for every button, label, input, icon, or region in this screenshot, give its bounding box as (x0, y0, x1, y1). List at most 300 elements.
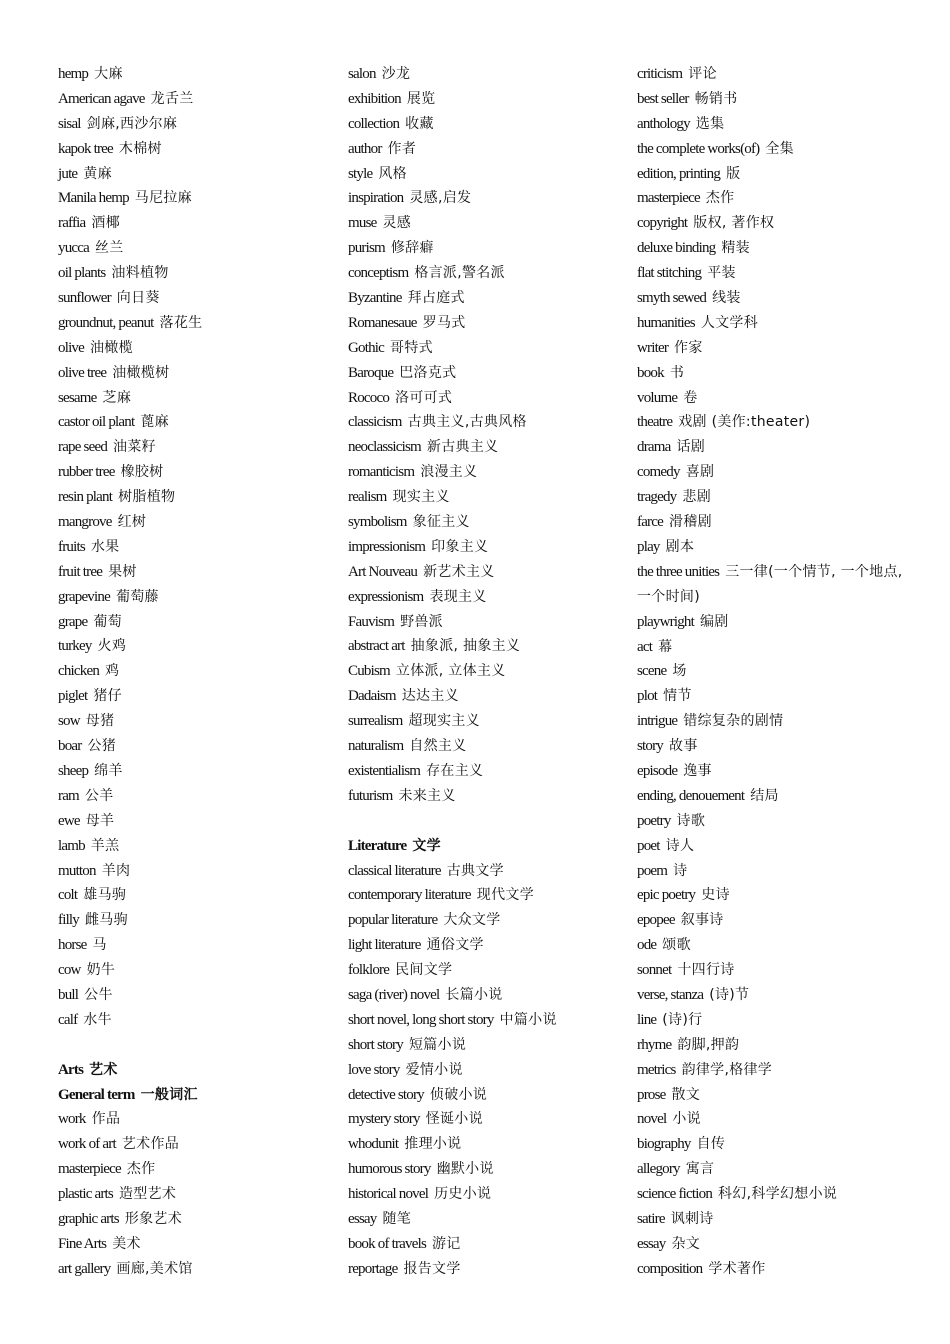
vocab-entry (348, 1083, 618, 1108)
chinese-translation: 蓖麻 (140, 414, 169, 431)
vocab-entry (58, 485, 328, 510)
chinese-translation: 杰作 (126, 1161, 156, 1178)
english-term: deluxe binding (637, 240, 716, 257)
vocab-entry (348, 435, 618, 460)
chinese-translation: 幕 (658, 638, 673, 655)
vocab-entry (348, 1182, 618, 1207)
chinese-translation: 选集 (695, 115, 725, 132)
english-term: castor oil plant (58, 414, 135, 431)
chinese-translation: 叙事诗 (680, 912, 724, 929)
vocab-entry (58, 62, 328, 87)
english-term: resin plant (58, 489, 113, 506)
english-term: Baroque (348, 364, 394, 381)
english-term: play (637, 538, 660, 555)
vocab-entry (637, 834, 907, 859)
vocab-entry (637, 87, 907, 112)
english-term: impressionism (348, 538, 426, 555)
english-term: Romanesaue (348, 314, 417, 331)
chinese-translation: 马尼拉麻 (134, 190, 192, 207)
vocab-entry (58, 460, 328, 485)
vocab-entry (637, 460, 907, 485)
chinese-translation: 艺术作品 (121, 1136, 180, 1153)
chinese-translation: (诗)节 (709, 986, 750, 1003)
english-term: salon (348, 66, 376, 82)
english-term: essay (637, 1235, 666, 1252)
vocab-entry (348, 709, 618, 734)
chinese-translation: 戏剧 (美作:theater) (678, 414, 811, 431)
chinese-translation: 油菜籽 (113, 439, 156, 456)
vocab-entry (58, 659, 328, 684)
vocab-entry (58, 709, 328, 734)
vocab-entry (348, 759, 618, 784)
english-term: jute (58, 165, 78, 182)
english-term: horse (58, 937, 87, 954)
chinese-translation: 现实主义 (392, 489, 450, 506)
vocab-entry (637, 286, 907, 311)
chinese-translation: 古典主义,古典风格 (407, 414, 527, 431)
english-term: ewe (58, 812, 80, 829)
english-term: drama (637, 439, 671, 456)
english-term: prose (637, 1086, 666, 1103)
english-term: neoclassicism (348, 439, 421, 456)
vocab-entry (637, 809, 907, 834)
english-term: rhyme (637, 1036, 672, 1053)
chinese-translation: 艺术 (89, 1061, 118, 1078)
english-term: muse (348, 215, 377, 232)
chinese-translation: 文学 (412, 837, 441, 854)
english-term: grape (58, 613, 88, 630)
chinese-translation: 母羊 (85, 812, 115, 829)
chinese-translation: 作品 (91, 1111, 121, 1128)
english-term: fruit tree (58, 563, 103, 580)
vocab-entry (637, 236, 907, 261)
chinese-translation: 母猪 (85, 713, 115, 730)
vocab-entry (348, 261, 618, 286)
english-term: rape seed (58, 439, 108, 456)
chinese-translation: 象征主义 (412, 514, 470, 531)
chinese-translation: 丝兰 (94, 240, 124, 257)
chinese-translation: 画廊,美术馆 (116, 1260, 193, 1277)
english-term: masterpiece (637, 190, 700, 207)
vocab-entry (348, 859, 618, 884)
chinese-translation: 美术 (112, 1235, 141, 1252)
english-term: biography (637, 1136, 691, 1153)
vocab-entry (58, 162, 328, 187)
english-term: ode (637, 937, 657, 954)
vocab-entry (637, 958, 907, 983)
chinese-translation: 评论 (688, 66, 717, 82)
chinese-translation: 拜占庭式 (407, 290, 465, 307)
vocab-entry (637, 361, 907, 386)
english-term: episode (637, 762, 678, 779)
vocab-entry (348, 336, 618, 361)
vocab-entry (58, 386, 328, 411)
vocab-entry (348, 684, 618, 709)
vocab-entry (58, 510, 328, 535)
vocab-entry (58, 809, 328, 834)
english-term: grapevine (58, 588, 110, 605)
chinese-translation: 未来主义 (398, 787, 456, 804)
vocab-entry (348, 1157, 618, 1182)
chinese-translation: 编剧 (700, 613, 729, 630)
english-term: boar (58, 738, 82, 755)
chinese-translation: 大众文学 (443, 912, 501, 929)
english-term: Fine Arts (58, 1235, 107, 1252)
english-term: calf (58, 1011, 78, 1028)
chinese-translation: 哥特式 (390, 339, 433, 356)
chinese-translation: 野兽派 (400, 613, 443, 630)
english-term: contemporary literature (348, 887, 471, 904)
chinese-translation: 诗 (673, 862, 688, 879)
chinese-translation: 黄麻 (83, 165, 112, 182)
chinese-translation: 作者 (387, 140, 417, 157)
chinese-translation: 故事 (669, 738, 698, 755)
english-term: volume (637, 389, 678, 406)
vocab-entry (58, 137, 328, 162)
english-term: surrealism (348, 713, 403, 730)
vocab-entry (58, 1257, 328, 1282)
english-term: love story (348, 1061, 400, 1078)
vocab-entry (348, 1232, 618, 1257)
vocab-entry (58, 1008, 328, 1033)
vocab-entry (348, 933, 618, 958)
vocab-entry (348, 510, 618, 535)
chinese-translation: 幽默小说 (436, 1161, 494, 1178)
vocab-entry (348, 361, 618, 386)
english-term: essay (348, 1210, 377, 1227)
vocab-entry (637, 883, 907, 908)
english-term: smyth sewed (637, 290, 707, 307)
vocab-entry (58, 560, 328, 585)
english-term: Art Nouveau (348, 563, 418, 580)
chinese-translation: 颂歌 (662, 937, 691, 954)
chinese-translation: 悲剧 (682, 489, 711, 506)
vocab-entry (637, 311, 907, 336)
english-term: General term (58, 1086, 135, 1103)
vocab-entry (348, 1058, 618, 1083)
chinese-translation: 推理小说 (404, 1136, 462, 1153)
vocab-entry (58, 759, 328, 784)
chinese-translation: 韵律学,格律学 (681, 1061, 773, 1078)
english-term: masterpiece (58, 1161, 121, 1178)
chinese-translation: 历史小说 (434, 1186, 492, 1203)
english-term: epic poetry (637, 887, 696, 904)
english-term: naturalism (348, 738, 404, 755)
vocab-entry (58, 734, 328, 759)
chinese-translation: 酒椰 (91, 215, 121, 232)
chinese-translation: 火鸡 (97, 638, 127, 655)
vocab-entry (637, 759, 907, 784)
chinese-translation: 短篇小说 (408, 1036, 467, 1053)
chinese-translation: 立体派, 立体主义 (395, 663, 506, 680)
vocab-entry (348, 585, 618, 610)
chinese-translation: 葡萄藤 (115, 588, 159, 605)
english-term: Rococo (348, 389, 390, 406)
vocab-entry (348, 137, 618, 162)
chinese-translation: 书 (669, 364, 685, 381)
english-term: historical novel (348, 1186, 429, 1203)
chinese-translation: (诗)行 (662, 1011, 703, 1028)
chinese-translation: 奶牛 (86, 962, 116, 979)
vocab-entry (637, 610, 907, 635)
chinese-translation: 诗人 (665, 837, 695, 854)
chinese-translation: 油橄榄树 (112, 364, 170, 381)
english-term: expressionism (348, 588, 424, 605)
chinese-translation: 抽象派, 抽象主义 (410, 638, 521, 655)
english-term: exhibition (348, 90, 401, 107)
english-term: short novel, long short story (348, 1011, 494, 1028)
chinese-translation: 滑稽剧 (668, 514, 712, 531)
vocab-entry (58, 211, 328, 236)
vocab-entry (348, 1132, 618, 1157)
english-term: comedy (637, 464, 680, 481)
chinese-translation: 怪诞小说 (425, 1111, 483, 1128)
chinese-translation: 橡胶树 (120, 464, 164, 481)
vocab-entry (348, 1207, 618, 1232)
english-term: copyright (637, 215, 688, 232)
vocab-entry (58, 87, 328, 112)
vocab-entry (58, 236, 328, 261)
vocab-entry (637, 933, 907, 958)
vocab-entry (58, 784, 328, 809)
chinese-translation: 雌马驹 (85, 912, 128, 929)
vocab-entry (348, 485, 618, 510)
vocab-entry (637, 1107, 907, 1132)
chinese-translation: 格言派,警名派 (414, 265, 505, 282)
vocab-entry (58, 1232, 328, 1257)
section-heading (348, 834, 618, 859)
english-term: work (58, 1111, 86, 1128)
chinese-translation: 形象艺术 (124, 1210, 182, 1227)
vocab-entry (58, 908, 328, 933)
english-term: theatre (637, 414, 673, 431)
chinese-translation: 马 (92, 937, 107, 954)
english-term: ending, denouement (637, 787, 745, 804)
english-term: composition (637, 1260, 703, 1277)
vocab-entry (637, 1033, 907, 1058)
english-term: mutton (58, 862, 96, 879)
english-term: inspiration (348, 190, 404, 207)
chinese-translation: 一般词汇 (140, 1086, 198, 1103)
chinese-translation: 浪漫主义 (420, 464, 478, 481)
chinese-translation: 全集 (765, 140, 794, 157)
english-term: Manila hemp (58, 190, 129, 207)
vocab-entry (348, 1033, 618, 1058)
chinese-translation: 大麻 (94, 66, 123, 82)
english-term: saga (river) novel (348, 986, 440, 1003)
vocab-entry (58, 1132, 328, 1157)
vocab-entry (348, 410, 618, 435)
vocab-entry (348, 659, 618, 684)
english-term: tragedy (637, 489, 677, 506)
chinese-translation: 水果 (90, 538, 120, 555)
section-spacer (58, 1033, 328, 1058)
chinese-translation: 表现主义 (429, 588, 487, 605)
vocab-entry (348, 883, 618, 908)
vocab-entry (348, 734, 618, 759)
english-term: Gothic (348, 339, 385, 356)
english-term: Cubism (348, 663, 390, 680)
vocab-entry (58, 336, 328, 361)
section-heading (58, 1083, 328, 1108)
vocab-entry (58, 286, 328, 311)
vocab-entry (637, 635, 907, 660)
english-term: farce (637, 514, 663, 531)
english-term: cow (58, 962, 81, 979)
chinese-translation: 公羊 (84, 787, 114, 804)
vocab-entry (637, 684, 907, 709)
chinese-translation: 修辞癖 (390, 240, 434, 257)
chinese-translation: 平装 (707, 265, 736, 282)
chinese-translation: 存在主义 (426, 762, 484, 779)
chinese-translation: 风格 (378, 165, 407, 182)
chinese-translation: 超现实主义 (408, 713, 480, 730)
vocab-entry (348, 1107, 618, 1132)
chinese-translation: 展览 (406, 90, 436, 107)
english-term: writer (637, 339, 669, 356)
english-term: graphic arts (58, 1210, 119, 1227)
english-term: turkey (58, 638, 92, 655)
vocab-entry (637, 1058, 907, 1083)
vocab-entry (348, 236, 618, 261)
chinese-translation: 羊羔 (90, 837, 120, 854)
english-term: verse, stanza (637, 986, 704, 1003)
vocab-entry (637, 112, 907, 137)
vocab-entry (58, 933, 328, 958)
chinese-translation: 杂文 (671, 1235, 701, 1252)
chinese-translation: 收藏 (405, 115, 434, 132)
vocab-entry (637, 1008, 907, 1033)
english-term: plastic arts (58, 1186, 113, 1203)
english-term: chicken (58, 663, 100, 680)
english-term: humorous story (348, 1161, 431, 1178)
vocab-entry (348, 211, 618, 236)
chinese-translation: 寓言 (685, 1161, 715, 1178)
chinese-translation: 长篇小说 (445, 986, 503, 1003)
vocab-entry (637, 908, 907, 933)
vocab-entry (58, 684, 328, 709)
chinese-translation: 沙龙 (381, 66, 411, 82)
vocab-entry (637, 485, 907, 510)
english-term: classical literature (348, 862, 441, 879)
english-term: yucca (58, 240, 89, 257)
chinese-translation: 果树 (108, 563, 137, 580)
chinese-translation: 精装 (721, 240, 750, 257)
english-term: symbolism (348, 514, 407, 531)
chinese-translation: 侦破小说 (429, 1086, 488, 1103)
vocab-entry (348, 112, 618, 137)
vocab-entry (348, 286, 618, 311)
vocab-entry (637, 659, 907, 684)
chinese-translation: 情节 (663, 688, 692, 705)
english-term: purism (348, 240, 385, 257)
english-term: raffia (58, 215, 86, 232)
vocab-entry (58, 410, 328, 435)
vocab-entry (348, 186, 618, 211)
vocab-entry (637, 435, 907, 460)
english-term: novel (637, 1111, 667, 1128)
vocab-entry (637, 1157, 907, 1182)
chinese-translation: 古典文学 (446, 862, 504, 879)
chinese-translation: 水牛 (83, 1011, 112, 1028)
chinese-translation: 公牛 (84, 986, 113, 1003)
english-term: olive tree (58, 364, 107, 381)
vocab-entry (637, 336, 907, 361)
english-term: sisal (58, 115, 81, 132)
vocab-entry (637, 1182, 907, 1207)
chinese-translation: 版权, 著作权 (693, 215, 775, 232)
english-term: playwright (637, 613, 694, 630)
english-term: American agave (58, 90, 145, 107)
english-term: filly (58, 912, 79, 929)
vocab-entry (348, 1008, 618, 1033)
chinese-translation: 剧本 (665, 538, 695, 555)
vocab-entry (348, 634, 618, 659)
chinese-translation: 逸事 (683, 762, 712, 779)
vocab-entry (348, 1257, 618, 1282)
section-heading (58, 1058, 328, 1083)
english-term: sonnet (637, 962, 672, 979)
chinese-translation: 洛可可式 (395, 389, 453, 406)
english-term: futurism (348, 787, 393, 804)
english-term: anthology (637, 115, 690, 132)
chinese-translation: 木棉树 (118, 140, 162, 157)
english-term: sow (58, 713, 80, 730)
vocab-entry (637, 510, 907, 535)
vocab-entry (348, 87, 618, 112)
vocab-entry (58, 610, 328, 635)
english-term: Arts (58, 1061, 84, 1078)
chinese-translation: 十四行诗 (677, 962, 735, 979)
vocab-entry (58, 983, 328, 1008)
chinese-translation: 造型艺术 (118, 1186, 177, 1203)
chinese-translation: 民间文学 (395, 962, 453, 979)
chinese-translation: 自传 (696, 1136, 726, 1153)
english-term: lamb (58, 837, 85, 854)
vocab-entry (58, 1107, 328, 1132)
english-term: piglet (58, 688, 88, 705)
english-term: abstract art (348, 638, 405, 655)
vocab-entry (637, 1232, 907, 1257)
chinese-translation: 龙舌兰 (150, 90, 194, 107)
chinese-translation: 向日葵 (116, 290, 160, 307)
english-term: popular literature (348, 912, 438, 929)
chinese-translation: 灵感,启发 (409, 190, 472, 207)
vocab-entry (348, 62, 618, 87)
english-term: short story (348, 1036, 403, 1053)
english-term: satire (637, 1210, 665, 1227)
english-term: groundnut, peanut (58, 314, 154, 331)
chinese-translation: 随笔 (382, 1210, 412, 1227)
vocab-entry (348, 560, 618, 585)
english-term: sunflower (58, 290, 111, 307)
vocab-entry (58, 186, 328, 211)
english-term: reportage (348, 1260, 398, 1277)
chinese-translation: 学术著作 (708, 1260, 766, 1277)
english-term: whodunit (348, 1136, 399, 1153)
chinese-translation: 新古典主义 (426, 439, 499, 456)
chinese-translation: 版 (726, 165, 741, 182)
vocab-entry (348, 311, 618, 336)
vocab-entry (637, 386, 907, 411)
chinese-translation: 韵脚,押韵 (677, 1036, 740, 1053)
english-term: detective story (348, 1086, 424, 1103)
chinese-translation: 绵羊 (94, 762, 123, 779)
vocab-entry (58, 261, 328, 286)
column-3 (637, 62, 907, 1282)
chinese-translation: 通俗文学 (426, 937, 484, 954)
english-term: sesame (58, 389, 97, 406)
